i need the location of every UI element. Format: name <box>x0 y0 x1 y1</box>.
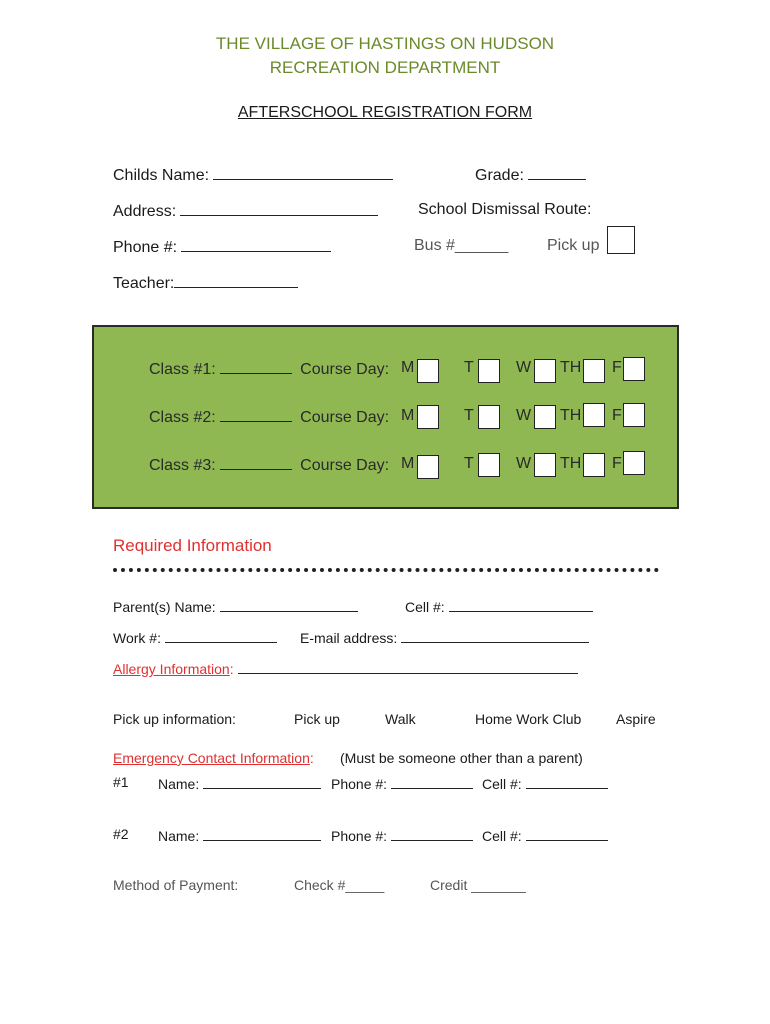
day-f-label: F <box>612 455 622 472</box>
day-w-checkbox[interactable] <box>534 405 556 429</box>
day-th-label: TH <box>560 359 582 376</box>
day-m-checkbox[interactable] <box>417 455 439 479</box>
day-f-checkbox[interactable] <box>623 451 645 475</box>
day-w-label: W <box>516 359 532 376</box>
day-f-label: F <box>612 407 622 424</box>
contact-phone-line[interactable] <box>391 826 473 841</box>
email-line[interactable] <box>401 628 589 643</box>
day-m-label: M <box>401 359 415 376</box>
day-w-checkbox[interactable] <box>534 453 556 477</box>
address-label: Address: <box>113 203 177 220</box>
teacher-field[interactable] <box>113 273 298 293</box>
contact-name-field[interactable] <box>158 826 321 844</box>
day-m-label: M <box>401 455 415 472</box>
phone-label: Phone #: <box>113 239 178 256</box>
contact-phone-label: Phone #: <box>331 776 388 792</box>
contact-name-line[interactable] <box>203 774 321 789</box>
class-label: Class #1: <box>149 361 216 378</box>
course-day-label: Course Day: <box>300 361 390 378</box>
dotted-divider <box>113 568 659 572</box>
parent-cell-field[interactable] <box>405 597 593 615</box>
grade-field[interactable] <box>475 165 586 185</box>
work-phone-field[interactable] <box>113 628 277 646</box>
contact-number: #2 <box>113 826 129 842</box>
class-line[interactable] <box>220 455 292 470</box>
day-f-checkbox[interactable] <box>623 403 645 427</box>
day-t-label: T <box>464 359 474 376</box>
allergy-field[interactable] <box>113 659 578 677</box>
emergency-label: Emergency Contact Information <box>113 750 310 766</box>
pickup-option-pickup[interactable]: Pick up <box>294 711 340 727</box>
contact-phone-field[interactable] <box>331 826 473 844</box>
day-th-checkbox[interactable] <box>583 403 605 427</box>
address-line[interactable] <box>180 201 378 216</box>
parents-name-line[interactable] <box>220 597 358 612</box>
class-row[interactable] <box>149 407 389 427</box>
day-t-label: T <box>464 407 474 424</box>
class-row[interactable] <box>149 359 389 379</box>
org-name: THE VILLAGE OF HASTINGS ON HUDSON <box>215 34 555 53</box>
class-row[interactable] <box>149 455 389 475</box>
required-info-heading: Required Information <box>113 536 272 555</box>
payment-method-label: Method of Payment: <box>113 877 239 893</box>
payment-check-field[interactable]: Check #_____ <box>294 877 385 893</box>
teacher-label: Teacher: <box>113 275 175 292</box>
day-t-checkbox[interactable] <box>478 453 500 477</box>
allergy-colon: : <box>229 661 234 677</box>
dismissal-route-label: School Dismissal Route: <box>418 201 592 218</box>
parents-name-label: Parent(s) Name: <box>113 599 216 615</box>
contact-cell-field[interactable] <box>482 774 608 792</box>
work-phone-line[interactable] <box>165 628 277 643</box>
day-m-checkbox[interactable] <box>417 405 439 429</box>
contact-phone-label: Phone #: <box>331 828 388 844</box>
emergency-note: (Must be someone other than a parent) <box>340 750 583 766</box>
contact-name-field[interactable] <box>158 774 321 792</box>
department-name: RECREATION DEPARTMENT <box>269 58 501 77</box>
class-line[interactable] <box>220 407 292 422</box>
teacher-line[interactable] <box>174 273 298 288</box>
contact-phone-line[interactable] <box>391 774 473 789</box>
day-f-checkbox[interactable] <box>623 357 645 381</box>
course-day-label: Course Day: <box>300 409 390 426</box>
class-schedule-panel <box>92 325 679 509</box>
phone-line[interactable] <box>181 237 331 252</box>
contact-phone-field[interactable] <box>331 774 473 792</box>
day-t-label: T <box>464 455 474 472</box>
contact-cell-line[interactable] <box>526 826 608 841</box>
class-label: Class #2: <box>149 409 216 426</box>
pickup-info-label: Pick up information: <box>113 711 236 727</box>
pickup-option-label: Pick up <box>547 237 600 254</box>
class-line[interactable] <box>220 359 292 374</box>
pickup-option-homework-club[interactable]: Home Work Club <box>475 711 582 727</box>
pickup-option-aspire[interactable]: Aspire <box>616 711 656 727</box>
emergency-colon: : <box>309 750 314 766</box>
childs-name-field[interactable] <box>113 165 393 185</box>
pickup-checkbox[interactable] <box>607 226 635 254</box>
contact-name-label: Name: <box>158 828 200 844</box>
parent-cell-label: Cell #: <box>405 599 445 615</box>
parents-name-field[interactable] <box>113 597 358 615</box>
day-th-label: TH <box>560 407 582 424</box>
day-th-checkbox[interactable] <box>583 453 605 477</box>
day-th-label: TH <box>560 455 582 472</box>
pickup-option-walk[interactable]: Walk <box>385 711 416 727</box>
allergy-label: Allergy Information <box>113 661 230 677</box>
address-field[interactable] <box>113 201 378 221</box>
email-label: E-mail address: <box>300 630 398 646</box>
contact-number: #1 <box>113 774 129 790</box>
bus-number-field[interactable]: Bus #______ <box>414 237 509 254</box>
contact-name-label: Name: <box>158 776 200 792</box>
email-field[interactable] <box>300 628 589 646</box>
contact-cell-label: Cell #: <box>482 776 522 792</box>
day-w-label: W <box>516 455 532 472</box>
phone-field[interactable] <box>113 237 331 257</box>
day-t-checkbox[interactable] <box>478 405 500 429</box>
day-w-checkbox[interactable] <box>534 359 556 383</box>
work-phone-label: Work #: <box>113 630 161 646</box>
childs-name-label: Childs Name: <box>113 167 210 184</box>
parent-cell-line[interactable] <box>449 597 593 612</box>
form-title: AFTERSCHOOL REGISTRATION FORM <box>237 104 533 121</box>
day-th-checkbox[interactable] <box>583 359 605 383</box>
class-label: Class #3: <box>149 457 216 474</box>
payment-credit-field[interactable]: Credit _______ <box>430 877 526 893</box>
contact-cell-line[interactable] <box>526 774 608 789</box>
contact-cell-label: Cell #: <box>482 828 522 844</box>
grade-line[interactable] <box>528 165 586 180</box>
contact-name-line[interactable] <box>203 826 321 841</box>
day-t-checkbox[interactable] <box>478 359 500 383</box>
day-m-label: M <box>401 407 415 424</box>
allergy-line[interactable] <box>238 659 578 674</box>
course-day-label: Course Day: <box>300 457 390 474</box>
childs-name-line[interactable] <box>213 165 393 180</box>
emergency-contact-heading <box>113 750 314 766</box>
day-w-label: W <box>516 407 532 424</box>
contact-cell-field[interactable] <box>482 826 608 844</box>
day-f-label: F <box>612 359 622 376</box>
grade-label: Grade: <box>475 167 524 184</box>
day-m-checkbox[interactable] <box>417 359 439 383</box>
